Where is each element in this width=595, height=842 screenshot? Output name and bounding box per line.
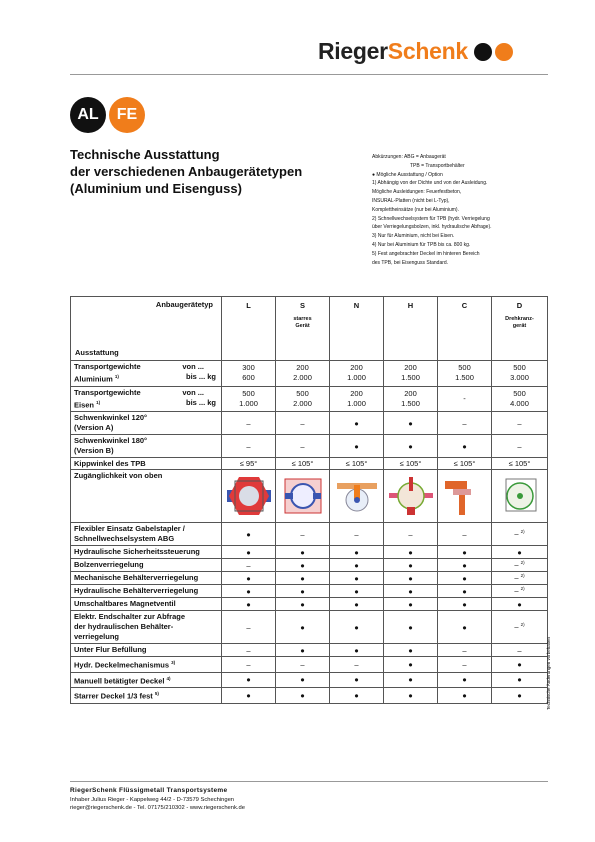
label-line: Hydraulische Sicherheitssteuerung	[74, 547, 200, 556]
footer-contact: rieger@riegerschenk.de - Tel. 07175/210302 - www.riegerschenk.de	[70, 805, 245, 811]
table-cell: –	[276, 435, 330, 458]
column-name: S	[299, 301, 305, 310]
table-cell: –	[438, 523, 492, 546]
label-line: Schwenkwinkel 180°	[74, 436, 148, 445]
table-cell: –	[222, 644, 276, 657]
table-cell: ●	[384, 657, 438, 673]
table-cell: ●	[222, 585, 276, 598]
table-cell: 500 2.000	[276, 386, 330, 412]
table-row-schwenkwinkel	[71, 435, 548, 458]
table-cell: –	[492, 435, 548, 458]
title-line-1: Technische Ausstattung	[70, 147, 220, 162]
table-cell: ●	[330, 585, 384, 598]
table-corner-cell	[71, 297, 222, 361]
device-image-C	[438, 470, 492, 523]
table-cell: ●	[492, 657, 548, 673]
table-cell: –	[222, 611, 276, 644]
table-cell: –	[438, 644, 492, 657]
logo-dot-black	[474, 43, 492, 61]
table-cell: –	[438, 657, 492, 673]
table-cell: –	[492, 412, 548, 435]
footnote-ref: 2)	[520, 529, 525, 535]
column-name: H	[407, 301, 414, 310]
row-label	[71, 559, 222, 572]
footer-company: RiegerSchenk Flüssigmetall Transportsysteme	[70, 787, 228, 794]
table-row-kippwinkel	[71, 458, 548, 470]
column-header	[384, 297, 438, 361]
table-cell: – $^{2)}$	[492, 559, 548, 572]
column-name: D	[516, 301, 523, 310]
table-cell: ●	[330, 598, 384, 611]
table-cell: –	[276, 412, 330, 435]
footnote-ref: 2)	[520, 586, 525, 592]
footer-address: Inhaber Julius Rieger - Kappelweg 44/2 - D-73579 Schechingen	[70, 796, 235, 803]
table-cell: –	[330, 657, 384, 673]
note-line: 1) Abhängig von der Dichte und von der Ausleidung.	[372, 180, 488, 187]
footer	[70, 787, 245, 813]
label-line: Schnellwechselsystem ABG	[74, 534, 175, 543]
column-name: N	[353, 301, 360, 310]
table-row-option	[71, 672, 548, 688]
note-line: Mögliche Ausleidungen: Feuerfestbeton,	[372, 189, 462, 196]
column-sub: Drehkranz-gerät	[505, 316, 534, 329]
title-line-3: (Aluminium und Eisenguss)	[70, 181, 242, 196]
table-row-weights-al	[71, 361, 548, 387]
table-cell: 300 600	[222, 361, 276, 387]
footnote-ref: 2)	[520, 560, 525, 566]
label-line: Mechanische Behälterverriegelung	[74, 573, 199, 582]
footnote-ref: 2)	[520, 622, 525, 628]
table-cell: 500 1.000	[222, 386, 276, 412]
table-cell: –	[438, 412, 492, 435]
table-cell: – $^{2)}$	[492, 585, 548, 598]
table-cell: ●	[438, 572, 492, 585]
table-cell: ●	[276, 546, 330, 559]
table-cell: ●	[276, 559, 330, 572]
table-row-option	[71, 688, 548, 704]
table-cell: ●	[384, 559, 438, 572]
table-cell: ●	[330, 572, 384, 585]
table-cell: ●	[384, 672, 438, 688]
footnote-ref: 1)	[96, 399, 101, 405]
column-header	[222, 297, 276, 361]
table-cell: ●	[438, 598, 492, 611]
table-cell: 500 3.000	[492, 361, 548, 387]
table-cell: 200 1.000	[330, 386, 384, 412]
note-line: 4) Nur bei Aluminium für TPB bis ca. 800 kg.	[372, 241, 471, 248]
note-line: TPB = Transportbehälter	[410, 162, 465, 169]
footnote-ref: 4)	[166, 675, 171, 681]
row-label: Kippwinkel des TPB	[71, 458, 222, 470]
label-line: Aluminium	[74, 374, 113, 384]
table-cell: ●	[330, 688, 384, 704]
range-from: von ...	[182, 362, 204, 371]
notes-block	[372, 153, 552, 267]
label-line: Eisen	[74, 400, 95, 409]
table-cell: ●	[438, 672, 492, 688]
table-cell: ≤ 105°	[438, 458, 492, 470]
row-label	[71, 435, 222, 458]
table-cell: –	[492, 644, 548, 657]
table-cell: ●	[330, 611, 384, 644]
row-label	[71, 412, 222, 435]
device-image-L	[222, 470, 276, 523]
table-cell: ●	[276, 585, 330, 598]
range-from: von ...	[182, 387, 204, 397]
side-note: Technische Änderungen vorbehalten	[546, 636, 551, 710]
table-cell: ●	[276, 572, 330, 585]
footnote-ref: 5)	[154, 691, 159, 696]
brand-name-part1: Rieger	[318, 38, 388, 64]
table-cell: –	[276, 523, 330, 546]
table-cell: ●	[276, 688, 330, 704]
table-cell: ●	[330, 559, 384, 572]
row-label	[71, 523, 222, 546]
label-line: verriegelung	[74, 632, 120, 641]
table-cell: –	[384, 523, 438, 546]
table-cell: ●	[438, 688, 492, 704]
table-cell: ●	[438, 559, 492, 572]
footnote-ref: 3)	[171, 660, 176, 665]
table-cell: ●	[438, 435, 492, 458]
table-cell: ●	[492, 598, 548, 611]
table-row-option	[71, 657, 548, 673]
table-cell: ●	[492, 672, 548, 688]
device-image-S	[276, 470, 330, 523]
label-line: Manuell betätigter Deckel $^{4)}$	[74, 675, 171, 685]
table-cell: ●	[330, 546, 384, 559]
device-image-D	[492, 470, 548, 523]
range-to: bis ... kg	[185, 372, 216, 381]
table-cell: ●	[222, 546, 276, 559]
table-row-zugang	[71, 470, 548, 523]
note-line: über Verriegelungsbolzen, inkl. hydraulische Abfrage).	[372, 224, 492, 231]
brand-logo	[318, 38, 513, 65]
label-line: Hydr. Deckelmechanismus $^{3)}$	[74, 660, 176, 670]
table-cell: -	[438, 386, 492, 412]
column-header	[492, 297, 548, 361]
row-label: Zugänglichkeit von oben	[71, 470, 222, 523]
table-cell: ≤ 105°	[330, 458, 384, 470]
table-cell: ●	[384, 412, 438, 435]
note-line: 5) Fest angebrachter Deckel im hinteren Bereich	[372, 250, 480, 257]
table-cell: ●	[438, 585, 492, 598]
table-cell: ●	[276, 672, 330, 688]
table-cell: 200 1.500	[384, 361, 438, 387]
table-cell: –	[222, 657, 276, 673]
table-cell: ≤ 105°	[276, 458, 330, 470]
row-label	[71, 657, 222, 673]
note-line: des TPB, bei Eisenguss Standard.	[372, 259, 449, 266]
footer-divider	[70, 781, 548, 782]
table-row-option	[71, 523, 548, 546]
table-row-option	[71, 611, 548, 644]
device-image-N	[330, 470, 384, 523]
badge-fe: FE	[109, 97, 145, 133]
table-cell: –	[222, 412, 276, 435]
label-line: Flexibler Einsatz Gabelstapler /	[74, 524, 185, 533]
title-line-2: der verschiedenen Anbaugerätetypen	[70, 164, 303, 179]
label-line: Hydraulische Behälterverriegelung	[74, 586, 199, 595]
table-cell: ●	[384, 644, 438, 657]
table-cell: ●	[438, 611, 492, 644]
table-cell: ●	[276, 598, 330, 611]
note-line: INSURAL-Platten (nicht bei L-Typ),	[372, 197, 450, 204]
table-cell: ●	[384, 585, 438, 598]
table-cell: – $^{2)}$	[492, 523, 548, 546]
label-line: Schwenkwinkel 120°	[74, 413, 148, 422]
table-cell: ●	[276, 644, 330, 657]
table-row-option	[71, 644, 548, 657]
table-cell: 500 1.500	[438, 361, 492, 387]
table-cell: ●	[330, 644, 384, 657]
label-line: Transportgewichte	[74, 362, 141, 371]
row-label	[71, 572, 222, 585]
table-cell: ●	[222, 688, 276, 704]
table-cell: – $^{2)}$	[492, 611, 548, 644]
range-to: bis ... kg	[185, 397, 216, 407]
table-row-option	[71, 585, 548, 598]
table-row-option	[71, 559, 548, 572]
row-label	[71, 585, 222, 598]
footnote-ref: 2)	[520, 573, 525, 579]
table-cell: ≤ 95°	[222, 458, 276, 470]
table-cell: ≤ 105°	[384, 458, 438, 470]
logo-dot-orange	[495, 43, 513, 61]
table-cell: –	[222, 559, 276, 572]
page-title	[70, 146, 360, 197]
label-line: Unter Flur Befüllung	[74, 645, 147, 654]
row-label	[71, 672, 222, 688]
note-line: 3) Nur für Aluminium, nicht bei Eisen.	[372, 233, 455, 240]
table-cell: 200 1.500	[384, 386, 438, 412]
table-cell: – $^{2)}$	[492, 572, 548, 585]
table-cell: ●	[492, 546, 548, 559]
table-cell: ●	[384, 546, 438, 559]
table-cell: 200 1.000	[330, 361, 384, 387]
row-label	[71, 546, 222, 559]
table-cell: ●	[222, 598, 276, 611]
column-header	[330, 297, 384, 361]
row-label	[71, 611, 222, 644]
table-cell: ●	[384, 611, 438, 644]
label-line: Transportgewichte	[74, 387, 141, 397]
table-cell: ●	[330, 435, 384, 458]
table-cell: ●	[330, 412, 384, 435]
label-line: (Version A)	[74, 423, 114, 432]
header-divider	[70, 74, 548, 75]
note-line: ● Mögliche Ausstattung / Option	[372, 171, 443, 178]
note-line: Abkürzungen: ABG = Anbaugerät	[372, 154, 446, 160]
label-line: Umschaltbares Magnetventil	[74, 599, 176, 608]
table-cell: ●	[384, 598, 438, 611]
column-sub: starres Gerät	[293, 316, 312, 329]
table-cell: ●	[384, 572, 438, 585]
table-cell: ●	[276, 611, 330, 644]
column-header	[276, 297, 330, 361]
table-cell: –	[276, 657, 330, 673]
label-line: Elektr. Endschalter zur Abfrage	[74, 612, 186, 621]
footnote-ref: 1)	[114, 374, 119, 379]
brand-name-part2: Schenk	[387, 38, 468, 64]
table-row-option	[71, 598, 548, 611]
note-line: 2) Schnellwechselsystem für TPB (hydr. Verriegelung	[372, 215, 490, 222]
label-line: der hydraulischen Behälter-	[74, 622, 174, 631]
table-cell: ●	[438, 546, 492, 559]
table-header-row	[71, 297, 548, 361]
column-name: C	[461, 301, 468, 310]
badge-al: AL	[70, 97, 106, 133]
table-cell: 500 4.000	[492, 386, 548, 412]
table-cell: ●	[222, 572, 276, 585]
table-cell: ●	[384, 688, 438, 704]
corner-bottom-label: Ausstattung	[75, 348, 119, 357]
label-line: Starrer Deckel 1/3 fest $^{5)}$	[74, 691, 159, 701]
table-cell: 200 2.000	[276, 361, 330, 387]
row-label	[71, 598, 222, 611]
table-cell: ●	[384, 435, 438, 458]
row-label	[71, 361, 222, 387]
row-label	[71, 644, 222, 657]
table-row-schwenkwinkel	[71, 412, 548, 435]
table-cell: ●	[330, 672, 384, 688]
table-row-option	[71, 546, 548, 559]
row-label	[71, 386, 222, 412]
note-line: Komplettheinsätze (nur bei Aluminium).	[372, 206, 459, 213]
row-label	[71, 688, 222, 704]
table-cell: ●	[222, 523, 276, 546]
table-cell: ●	[222, 672, 276, 688]
column-header	[438, 297, 492, 361]
device-image-H	[384, 470, 438, 523]
table-row-option	[71, 572, 548, 585]
table-cell: ≤ 105°	[492, 458, 548, 470]
table-cell: ●	[492, 688, 548, 704]
table-cell: –	[222, 435, 276, 458]
equipment-table	[70, 296, 548, 704]
column-name: L	[246, 301, 251, 310]
label-line: Bolzenverriegelung	[74, 560, 144, 569]
table-cell: –	[330, 523, 384, 546]
table-row-weights-fe	[71, 386, 548, 412]
corner-top-label: Anbaugerätetyp	[155, 300, 213, 309]
label-line: (Version B)	[74, 446, 114, 455]
